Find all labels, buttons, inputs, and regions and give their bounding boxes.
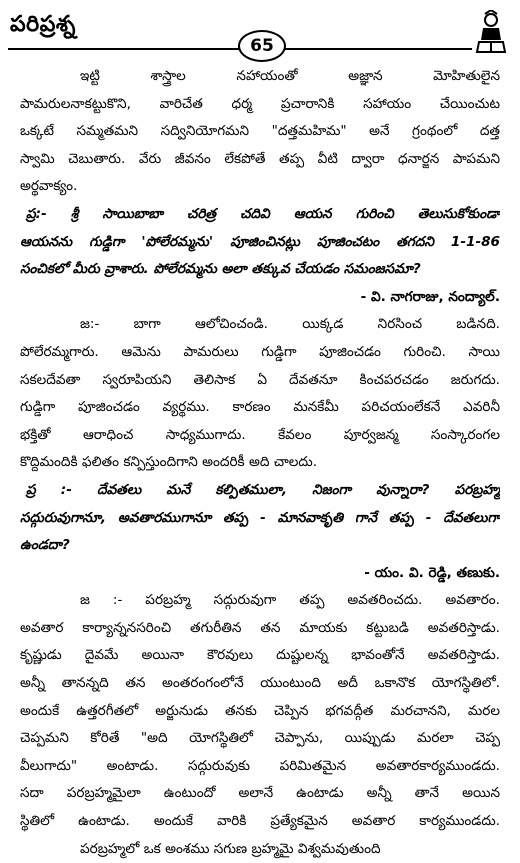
text-line: పామరులనాకట్టుకొని, వారిచేత ధర్మ ప్రచారానికి సహాయం చేయించుట [20, 95, 500, 112]
text-line: ఇట్టి శాస్త్రాల నహాయంతో అజ్ఞాన మోహితులైన [80, 68, 500, 84]
text-line: వీలుగాదు" అంటాడు. సద్గురువుకు పరిమితమైన అవతారకార్యముండదు. [20, 757, 500, 774]
text-line: ఒక్కటే సమ్మతమని సద్వినియోగమని "దత్తమహిమ" అనే గ్రంథంలో దత్త [20, 123, 500, 140]
text-line: ఆయనను గుడ్డిగా 'పోలేరమ్మను' పూజించినట్లు పూజించటం తగదని 1-1-86 [20, 233, 500, 250]
text-line: సంచికలో మీరు వ్రాశారు. పోలేరమ్మను అలా తక్కువ చేయడం సమంజసమా? [20, 261, 421, 278]
page-number: 65 [238, 30, 286, 62]
page-title: పరిప్రశ్న [10, 12, 76, 37]
text-line: చెప్పమని కోరితే "అది యోగస్థితిలో చెప్పాను, యిప్పుడు మరలా చెప్ప [20, 730, 500, 747]
text-line: పరబ్రహ్మలో ఒక అంశము సగుణ బ్రహ్మమై విశ్వమవుతుంది [80, 840, 381, 857]
text-line: జ:- బాగా ఆలోచించండి. యిక్కడ నిరసించ బడినది. [80, 316, 500, 333]
text-line: కృష్ణుడు దైవమే అయినా కౌరవులు దుష్టులన్న భావంతోనే అవతరిస్తాడు. [20, 647, 500, 664]
page-header [8, 10, 512, 60]
text-line: సదా పరబ్రహ్మమైలా ఉంటుందో అలానే ఉంటాడు అన్నీ తానే అయిన [20, 785, 500, 802]
text-line: అందుకే ఉత్తరగీతలో అర్జునుడు తనకు చెప్పిన భగవద్గీత మరచానని, మరల [20, 702, 500, 719]
text-line: జ :- పరబ్రహ్మ సద్గురువుగా తప్ప అవతరించదు. అవతారం. [80, 592, 500, 609]
text-line: పోలేరమ్మగారు. ఆమెను పామరులు గుడ్డిగా పూజించడం గురించి. సాయి [20, 343, 500, 360]
text-line: ప్ర :- దేవతలు మనే కల్పితములా, నిజంగా వున్నారా? పరబ్రహ్మ [26, 481, 500, 498]
text-line: స్థితిలో ఉంటాడు. అందుకే వారికి ప్రత్యేకమైన అవతార కార్యముండదు. [20, 813, 500, 830]
text-line: ప్ర:- శ్రీ సాయిబాబా చరిత్ర చదివి ఆయన గురించి తెలుసుకోకుండా [26, 205, 500, 222]
article-body [20, 63, 500, 863]
text-line: సద్గురువుగానూ, అవతారముగానూ తప్ప - మానవాకృతి గానే తప్ప - దేవతలుగా [20, 509, 500, 526]
text-line: స్వామి చెబుతారు. వేరు జీవనం లేకపోతే తప్ప వీటి ద్వారా ధనార్జన పాపమని [20, 150, 500, 167]
text-line: భక్తితో ఆరాధించ సాధ్యముగాదు. కేవలం పూర్వజన్మ సంస్కారంగల [20, 426, 500, 443]
text-line: - వి. నాగరాజు, నంద్యాల్. [360, 288, 500, 305]
text-line: అన్నీ తానన్నది తన అంతరంగంలోనే యుంటుంది అదీ ఒకానొక యోగస్థితిలో. [20, 675, 500, 692]
emblem-icon [474, 10, 508, 54]
text-line: కొద్దిమందికి ఫలితం కన్పిస్తుందిగాని అందరికీ అది చాలదు. [20, 454, 318, 471]
text-line: ఉండదా? [20, 537, 70, 554]
text-line: సకలదేవతా స్వరూపియని తెలిసాక ఏ దేవతనూ కించపరచడం జరుగదు. [20, 371, 500, 388]
text-line: - యం. వి. రెడ్డి, తణుకు. [364, 564, 500, 581]
text-line: అవతార కార్యాన్ననసరించి తగురీతిన తన మాయకు కట్టుబడి అవతరిస్తాడు. [20, 619, 500, 636]
text-line: గుడ్డిగా పూజించడం వ్యర్థము. కారణం మనకేమీ పరిచయంలేకనే ఎవరినీ [20, 399, 500, 416]
text-line: అర్థవాక్యం. [20, 178, 78, 195]
